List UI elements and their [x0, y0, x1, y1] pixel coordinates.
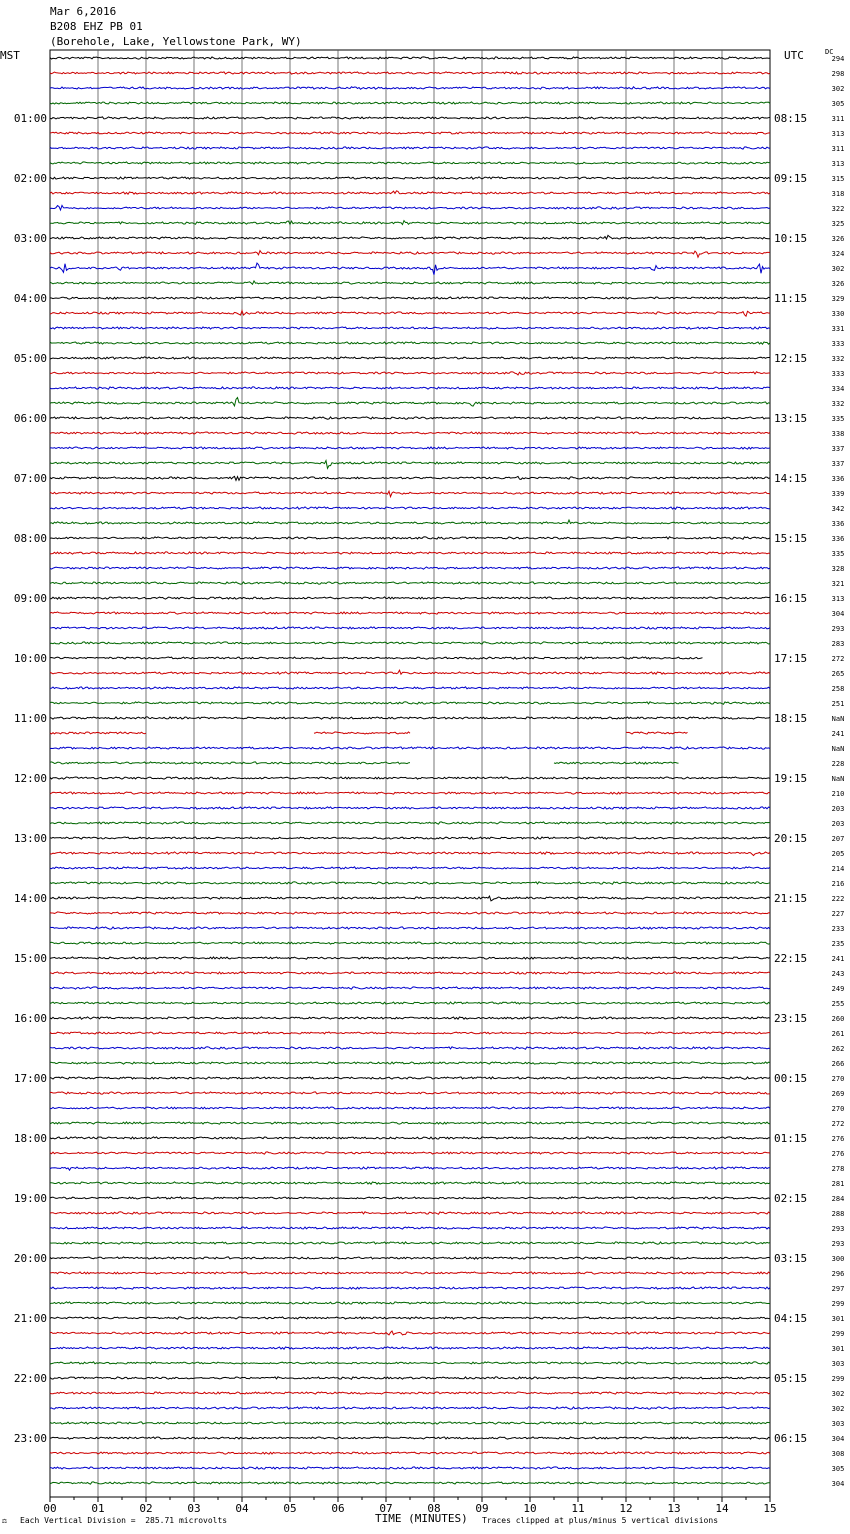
- seismic-trace: [626, 732, 688, 734]
- seismic-trace: [50, 807, 770, 809]
- dc-value: 304: [831, 610, 845, 618]
- utc-hour-label: 13:15: [774, 412, 808, 425]
- dc-value: 334: [831, 385, 845, 393]
- seismic-trace: [50, 387, 770, 389]
- dc-value: 288: [831, 1210, 845, 1218]
- seismic-trace: [50, 627, 770, 629]
- header-date: Mar 6,2016: [50, 5, 117, 18]
- dc-value: 203: [831, 820, 845, 828]
- seismic-trace: [50, 235, 770, 239]
- seismic-trace: [50, 717, 770, 719]
- utc-hour-label: 23:15: [774, 1012, 808, 1025]
- utc-hour-label: 18:15: [774, 712, 808, 725]
- seismic-trace: [50, 972, 770, 974]
- seismic-trace: [50, 552, 770, 554]
- dc-value: 241: [831, 955, 845, 963]
- dc-value: 308: [831, 1450, 845, 1458]
- seismic-trace: [314, 732, 410, 734]
- dc-value: 329: [831, 295, 845, 303]
- x-tick-label: 06: [331, 1502, 345, 1515]
- seismic-trace: [50, 507, 770, 509]
- seismic-trace: [50, 912, 770, 914]
- seismic-trace: [50, 1422, 770, 1424]
- x-axis-title: TIME (MINUTES): [375, 1512, 468, 1525]
- utc-hour-label: 00:15: [774, 1072, 808, 1085]
- seismic-trace: [50, 251, 770, 258]
- seismic-trace: [50, 102, 770, 104]
- mst-hour-label: 17:00: [13, 1072, 47, 1085]
- seismic-trace: [50, 582, 770, 584]
- seismic-trace: [50, 642, 770, 644]
- utc-hour-label: 12:15: [774, 352, 808, 365]
- mst-hour-label: 08:00: [13, 532, 47, 545]
- seismic-trace: [50, 1272, 770, 1274]
- seismic-trace: [50, 1017, 770, 1019]
- seismic-trace: [50, 1167, 770, 1170]
- seismic-trace: [50, 357, 770, 359]
- footer-mark: ⚖: [2, 1516, 7, 1525]
- seismic-trace: [50, 520, 770, 524]
- seismic-trace: [50, 1107, 770, 1109]
- division-note: Each Vertical Division = 285.71 microvolts: [20, 1516, 228, 1525]
- dc-value: 298: [831, 70, 845, 78]
- seismic-trace: [50, 491, 770, 497]
- x-tick-label: 05: [283, 1502, 297, 1515]
- utc-hour-label: 17:15: [774, 652, 808, 665]
- mst-hour-label: 10:00: [13, 652, 47, 665]
- seismic-trace: [50, 1047, 770, 1049]
- mst-label: MST: [0, 49, 20, 62]
- dc-value: NaN: [831, 745, 845, 753]
- dc-value: NaN: [831, 775, 845, 783]
- seismic-trace: [50, 205, 770, 210]
- seismic-trace: [50, 297, 770, 299]
- seismic-trace: [50, 132, 770, 134]
- seismic-trace: [50, 1302, 770, 1304]
- dc-value: 258: [831, 685, 845, 693]
- mst-hour-label: 03:00: [13, 232, 47, 245]
- dc-value: 281: [831, 1180, 845, 1188]
- dc-value: 235: [831, 940, 845, 948]
- dc-value: 270: [831, 1105, 845, 1113]
- dc-value: 337: [831, 460, 845, 468]
- seismic-trace: [50, 1212, 770, 1214]
- seismic-trace: [50, 1242, 770, 1244]
- seismic-trace: [50, 476, 770, 480]
- seismic-trace: [50, 1002, 770, 1004]
- utc-hour-label: 08:15: [774, 112, 808, 125]
- dc-value: 301: [831, 1315, 845, 1323]
- dc-value: 302: [831, 265, 845, 273]
- seismic-trace: [50, 461, 770, 469]
- x-tick-label: 15: [763, 1502, 777, 1515]
- dc-value: 299: [831, 1330, 845, 1338]
- seismic-trace: [50, 1362, 770, 1364]
- mst-hour-label: 22:00: [13, 1372, 47, 1385]
- seismic-trace: [50, 762, 410, 764]
- dc-value: 272: [831, 655, 845, 663]
- seismic-trace: [50, 447, 770, 449]
- dc-value: 293: [831, 1240, 845, 1248]
- dc-value: 313: [831, 595, 845, 603]
- seismic-trace: [50, 657, 703, 659]
- dc-value: 227: [831, 910, 845, 918]
- seismic-trace: [50, 882, 770, 884]
- seismic-trace: [50, 57, 770, 59]
- dc-value: 210: [831, 790, 845, 798]
- seismic-trace: [50, 417, 770, 419]
- dc-value: 313: [831, 160, 845, 168]
- dc-value: 315: [831, 175, 845, 183]
- x-tick-label: 12: [619, 1502, 633, 1515]
- seismic-trace: [50, 147, 770, 149]
- seismic-trace: [50, 702, 770, 704]
- mst-hour-label: 19:00: [13, 1192, 47, 1205]
- dc-value: 276: [831, 1135, 845, 1143]
- seismic-trace: [50, 670, 770, 674]
- utc-hour-label: 16:15: [774, 592, 808, 605]
- dc-value: 297: [831, 1285, 845, 1293]
- mst-hour-label: 13:00: [13, 832, 47, 845]
- header-station: B208 EHZ PB 01: [50, 20, 143, 33]
- x-tick-label: 10: [523, 1502, 537, 1515]
- mst-hour-label: 04:00: [13, 292, 47, 305]
- dc-value: 302: [831, 1390, 845, 1398]
- seismic-trace: [50, 117, 770, 119]
- dc-value: 228: [831, 760, 845, 768]
- dc-value: 270: [831, 1075, 845, 1083]
- dc-value: 301: [831, 1345, 845, 1353]
- clip-note: Traces clipped at plus/minus 5 vertical divisions: [482, 1516, 719, 1525]
- dc-value: 293: [831, 1225, 845, 1233]
- seismic-trace: [50, 537, 770, 539]
- utc-hour-label: 05:15: [774, 1372, 808, 1385]
- dc-value: 300: [831, 1255, 845, 1263]
- dc-value: 249: [831, 985, 845, 993]
- dc-value: 296: [831, 1270, 845, 1278]
- utc-hour-label: 21:15: [774, 892, 808, 905]
- dc-value: 303: [831, 1420, 845, 1428]
- dc-value: 260: [831, 1015, 845, 1023]
- dc-value: 339: [831, 490, 845, 498]
- dc-value: 293: [831, 625, 845, 633]
- seismic-trace: [50, 927, 770, 929]
- seismic-trace: [50, 957, 770, 959]
- dc-value: 304: [831, 1480, 845, 1488]
- dc-value: 326: [831, 280, 845, 288]
- dc-value: 324: [831, 250, 845, 258]
- dc-value: 328: [831, 565, 845, 573]
- mst-hour-label: 05:00: [13, 352, 47, 365]
- seismic-trace: [50, 1452, 770, 1454]
- mst-hour-label: 02:00: [13, 172, 47, 185]
- seismic-trace: [50, 327, 770, 329]
- dc-value: 336: [831, 520, 845, 528]
- dc-value: 294: [831, 55, 845, 63]
- x-tick-label: 07: [379, 1502, 393, 1515]
- utc-hour-label: 06:15: [774, 1432, 808, 1445]
- dc-value: 302: [831, 85, 845, 93]
- dc-value: 326: [831, 235, 845, 243]
- dc-value: 332: [831, 355, 845, 363]
- utc-hour-label: 15:15: [774, 532, 808, 545]
- seismic-trace: [50, 867, 770, 869]
- seismic-trace: [50, 177, 770, 179]
- seismic-trace: [50, 221, 770, 225]
- seismic-trace: [50, 822, 770, 824]
- dc-value: 214: [831, 865, 845, 873]
- utc-hour-label: 02:15: [774, 1192, 808, 1205]
- seismic-trace: [50, 372, 770, 375]
- mst-hour-label: 12:00: [13, 772, 47, 785]
- dc-value: 261: [831, 1030, 845, 1038]
- dc-value: 335: [831, 550, 845, 558]
- utc-hour-label: 19:15: [774, 772, 808, 785]
- dc-value: 330: [831, 310, 845, 318]
- utc-hour-label: 01:15: [774, 1132, 808, 1145]
- mst-hour-label: 21:00: [13, 1312, 47, 1325]
- seismic-trace: [50, 1287, 770, 1289]
- mst-hour-label: 06:00: [13, 412, 47, 425]
- x-tick-label: 00: [43, 1502, 57, 1515]
- seismic-trace: [50, 1392, 770, 1394]
- mst-hour-label: 01:00: [13, 112, 47, 125]
- seismic-trace: [50, 87, 770, 89]
- dc-value: 303: [831, 1360, 845, 1368]
- dc-value: 311: [831, 115, 845, 123]
- seismic-trace: [50, 1062, 770, 1064]
- seismic-trace: [50, 432, 770, 434]
- dc-value: 205: [831, 850, 845, 858]
- dc-value: 269: [831, 1090, 845, 1098]
- dc-value: 299: [831, 1300, 845, 1308]
- dc-value: 336: [831, 535, 845, 543]
- seismic-trace: [50, 747, 770, 749]
- seismic-trace: [50, 311, 770, 317]
- seismic-trace: [50, 1197, 770, 1199]
- x-tick-label: 02: [139, 1502, 153, 1515]
- dc-value: 278: [831, 1165, 845, 1173]
- seismic-trace: [50, 1257, 770, 1259]
- dc-value: 262: [831, 1045, 845, 1053]
- seismic-trace: [50, 1437, 770, 1439]
- mst-hour-label: 16:00: [13, 1012, 47, 1025]
- seismic-trace: [50, 777, 770, 779]
- utc-hour-label: 22:15: [774, 952, 808, 965]
- seismic-trace: [50, 1347, 770, 1349]
- utc-hour-label: 10:15: [774, 232, 808, 245]
- seismic-trace: [50, 1122, 770, 1124]
- x-tick-label: 03: [187, 1502, 201, 1515]
- seismic-trace: [50, 942, 770, 944]
- seismic-trace: [50, 1137, 770, 1139]
- seismic-trace: [50, 263, 770, 275]
- seismic-trace: [50, 612, 770, 614]
- seismic-trace: [50, 792, 770, 794]
- x-tick-label: 08: [427, 1502, 441, 1515]
- dc-value: 243: [831, 970, 845, 978]
- dc-value: 283: [831, 640, 845, 648]
- dc-value: 313: [831, 130, 845, 138]
- seismic-trace: [50, 1182, 770, 1184]
- dc-label: DC: [825, 48, 834, 56]
- dc-value: 203: [831, 805, 845, 813]
- utc-hour-label: 04:15: [774, 1312, 808, 1325]
- x-tick-label: 04: [235, 1502, 249, 1515]
- x-tick-label: 14: [715, 1502, 729, 1515]
- x-tick-label: 13: [667, 1502, 681, 1515]
- dc-value: 338: [831, 430, 845, 438]
- x-tick-label: 09: [475, 1502, 489, 1515]
- seismic-trace: [50, 1227, 770, 1229]
- seismic-trace: [50, 597, 770, 599]
- seismic-trace: [50, 1032, 770, 1034]
- seismic-trace: [50, 72, 770, 74]
- mst-hour-label: 20:00: [13, 1252, 47, 1265]
- dc-value: 333: [831, 340, 845, 348]
- seismic-trace: [50, 1482, 770, 1484]
- seismic-trace: [50, 1407, 770, 1409]
- dc-value: NaN: [831, 715, 845, 723]
- dc-value: 325: [831, 220, 845, 228]
- mst-hour-label: 09:00: [13, 592, 47, 605]
- seismic-trace: [50, 837, 770, 839]
- seismic-trace: [50, 1077, 770, 1079]
- dc-value: 241: [831, 730, 845, 738]
- seismic-trace: [50, 987, 770, 989]
- dc-value: 333: [831, 370, 845, 378]
- utc-hour-label: 03:15: [774, 1252, 808, 1265]
- dc-value: 255: [831, 1000, 845, 1008]
- dc-value: 266: [831, 1060, 845, 1068]
- header-location: (Borehole, Lake, Yellowstone Park, WY): [50, 35, 302, 48]
- seismic-trace: [50, 1152, 770, 1154]
- utc-hour-label: 09:15: [774, 172, 808, 185]
- x-tick-label: 01: [91, 1502, 105, 1515]
- dc-value: 276: [831, 1150, 845, 1158]
- dc-value: 284: [831, 1195, 845, 1203]
- utc-hour-label: 14:15: [774, 472, 808, 485]
- dc-value: 321: [831, 580, 845, 588]
- dc-value: 272: [831, 1120, 845, 1128]
- mst-hour-label: 15:00: [13, 952, 47, 965]
- dc-value: 331: [831, 325, 845, 333]
- dc-value: 302: [831, 1405, 845, 1413]
- dc-value: 305: [831, 1465, 845, 1473]
- dc-value: 311: [831, 145, 845, 153]
- seismic-trace: [50, 567, 770, 569]
- seismic-trace: [50, 896, 770, 901]
- dc-value: 337: [831, 445, 845, 453]
- dc-value: 332: [831, 400, 845, 408]
- mst-hour-label: 11:00: [13, 712, 47, 725]
- x-tick-label: 11: [571, 1502, 585, 1515]
- seismic-trace: [50, 342, 770, 344]
- seismic-trace: [50, 1317, 770, 1319]
- seismic-trace: [50, 162, 770, 164]
- mst-hour-label: 07:00: [13, 472, 47, 485]
- dc-value: 318: [831, 190, 845, 198]
- dc-value: 342: [831, 505, 845, 513]
- seismic-trace: [50, 1377, 770, 1379]
- seismic-trace: [50, 1092, 770, 1094]
- mst-hour-label: 14:00: [13, 892, 47, 905]
- dc-value: 222: [831, 895, 845, 903]
- dc-value: 233: [831, 925, 845, 933]
- mst-hour-label: 18:00: [13, 1132, 47, 1145]
- utc-hour-label: 20:15: [774, 832, 808, 845]
- seismic-trace: [50, 687, 770, 689]
- dc-value: 251: [831, 700, 845, 708]
- dc-value: 265: [831, 670, 845, 678]
- dc-value: 322: [831, 205, 845, 213]
- seismic-trace: [50, 191, 770, 194]
- seismic-trace: [50, 852, 770, 856]
- seismic-trace: [50, 1331, 770, 1335]
- seismic-trace: [50, 1467, 770, 1469]
- seismic-trace: [50, 398, 770, 407]
- dc-value: 207: [831, 835, 845, 843]
- dc-value: 305: [831, 100, 845, 108]
- dc-value: 336: [831, 475, 845, 483]
- utc-label: UTC: [784, 49, 804, 62]
- dc-value: 216: [831, 880, 845, 888]
- dc-value: 304: [831, 1435, 845, 1443]
- dc-value: 299: [831, 1375, 845, 1383]
- seismic-trace: [554, 762, 679, 764]
- mst-hour-label: 23:00: [13, 1432, 47, 1445]
- utc-hour-label: 11:15: [774, 292, 808, 305]
- dc-value: 335: [831, 415, 845, 423]
- seismic-trace: [50, 281, 770, 284]
